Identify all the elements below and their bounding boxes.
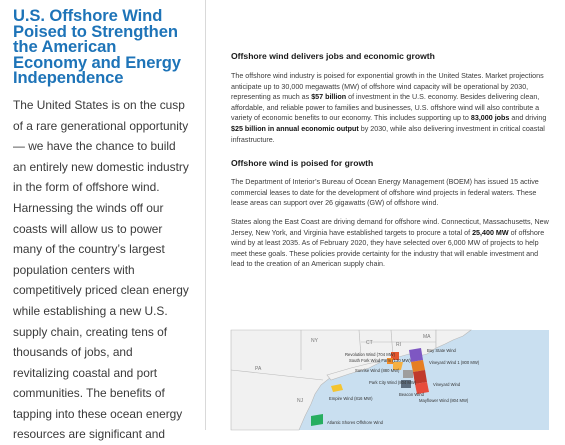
- label-parkcity: Park City Wind (804 MW): [369, 380, 417, 385]
- lease-vineyard1: [411, 360, 425, 372]
- page-title: U.S. Offshore Wind Poised to Strengthen the American Economy and Energy Independence: [13, 6, 181, 88]
- left-column: [13, 8, 191, 445]
- lease-parkcity: [403, 370, 413, 378]
- offshore-wind-map: [231, 330, 549, 430]
- section-growth: [231, 158, 549, 270]
- section-growth-paragraph-1: The Department of Interior’s Bureau of Ocean Energy Management (BOEM) has issued 15 active commercial leases to date for the development of offshore wind projects in federal waters. These lease areas can support over 26 gigawatts (GW) of offshore wind.: [231, 178, 539, 208]
- label-vineyard: Vineyard Wind: [433, 382, 461, 387]
- section-jobs-paragraph: The offshore wind industry is poised for exponential growth in the United States. Market projections anticipate up to 30,000 megawatts (MW) of offshore wind capacity will be operational by 2030, representing as much as $57 billion of investment in the U.S. economy. Besides delivering clean, affordable, and reliable power to families and businesses, U.S. offshore wind will also contribute a variety of economic benefits to our economy. This includes supporting up to 83,000 jobs and driving $25 billion in annual economic output by 2030, while also delivering investment in critical coastal infrastructure.: [231, 72, 547, 144]
- column-divider: [205, 0, 206, 430]
- label-revolution: Revolution Wind (704 MW): [345, 352, 396, 357]
- state-label-ny: NY: [311, 338, 318, 344]
- state-label-pa: PA: [255, 366, 262, 372]
- label-vineyard1: Vineyard Wind 1 (800 MW): [429, 360, 480, 365]
- label-southfork: South Fork Wind Farm (130 MW): [349, 358, 411, 363]
- label-mayflower: Mayflower Wind (804 MW): [419, 398, 469, 403]
- label-atlantic: Atlantic Shores Offshore Wind: [327, 420, 384, 425]
- label-empire: Empire Wind (816 MW): [329, 396, 373, 401]
- state-label-ma: MA: [423, 334, 431, 340]
- state-label-ct: CT: [366, 340, 373, 346]
- section-growth-heading: Offshore wind is poised for growth: [231, 158, 374, 169]
- lease-baystate: [409, 348, 423, 362]
- jobs-figure: 83,000 jobs: [470, 114, 510, 123]
- intro-text: The United States is on the cusp of a rare generational opportunity— we have the chance to build an entirely new domestic industry in the form of offshore wind. Harnessing the winds off our coasts will allow us to power many of the country’s largest population centers with competitively priced clean energy while establishing a new U.S. supply chain, creating tens of thousands of jobs, and revitalizing coastal and port communities. The benefits of tapping into these ocean energy resources are significant and: [13, 97, 189, 442]
- state-label-ri: RI: [396, 342, 401, 348]
- section-jobs: [231, 51, 549, 145]
- label-sunrise: Sunrise Wind (880 MW): [355, 368, 400, 373]
- section-jobs-heading: Offshore wind delivers jobs and economic growth: [231, 51, 435, 61]
- section-growth-paragraph-2: States along the East Coast are driving demand for offshore wind. Connecticut, Massachusetts, New Jersey, New York, and Virginia have established targets to procure a total of 25,400 MW of offshore wind by at least 2035. As of February 2020, they have selected over 6,000 MW of projects to help meet these goals. These policies provide certainty for the industry that will enable investment and lead to the creation of an American supply chain.: [231, 217, 549, 269]
- target-figure: 25,400 MW: [472, 228, 509, 237]
- output-figure: $25 billion in annual economic output: [231, 124, 359, 133]
- lease-atlantic: [311, 414, 323, 426]
- right-column: [231, 51, 549, 270]
- state-label-nj: NJ: [297, 398, 304, 404]
- map-svg: [231, 330, 549, 430]
- investment-figure: $57 billion: [311, 93, 347, 102]
- label-baystate: Bay State Wind: [427, 348, 456, 353]
- label-beacon: Beacon Wind: [399, 392, 424, 397]
